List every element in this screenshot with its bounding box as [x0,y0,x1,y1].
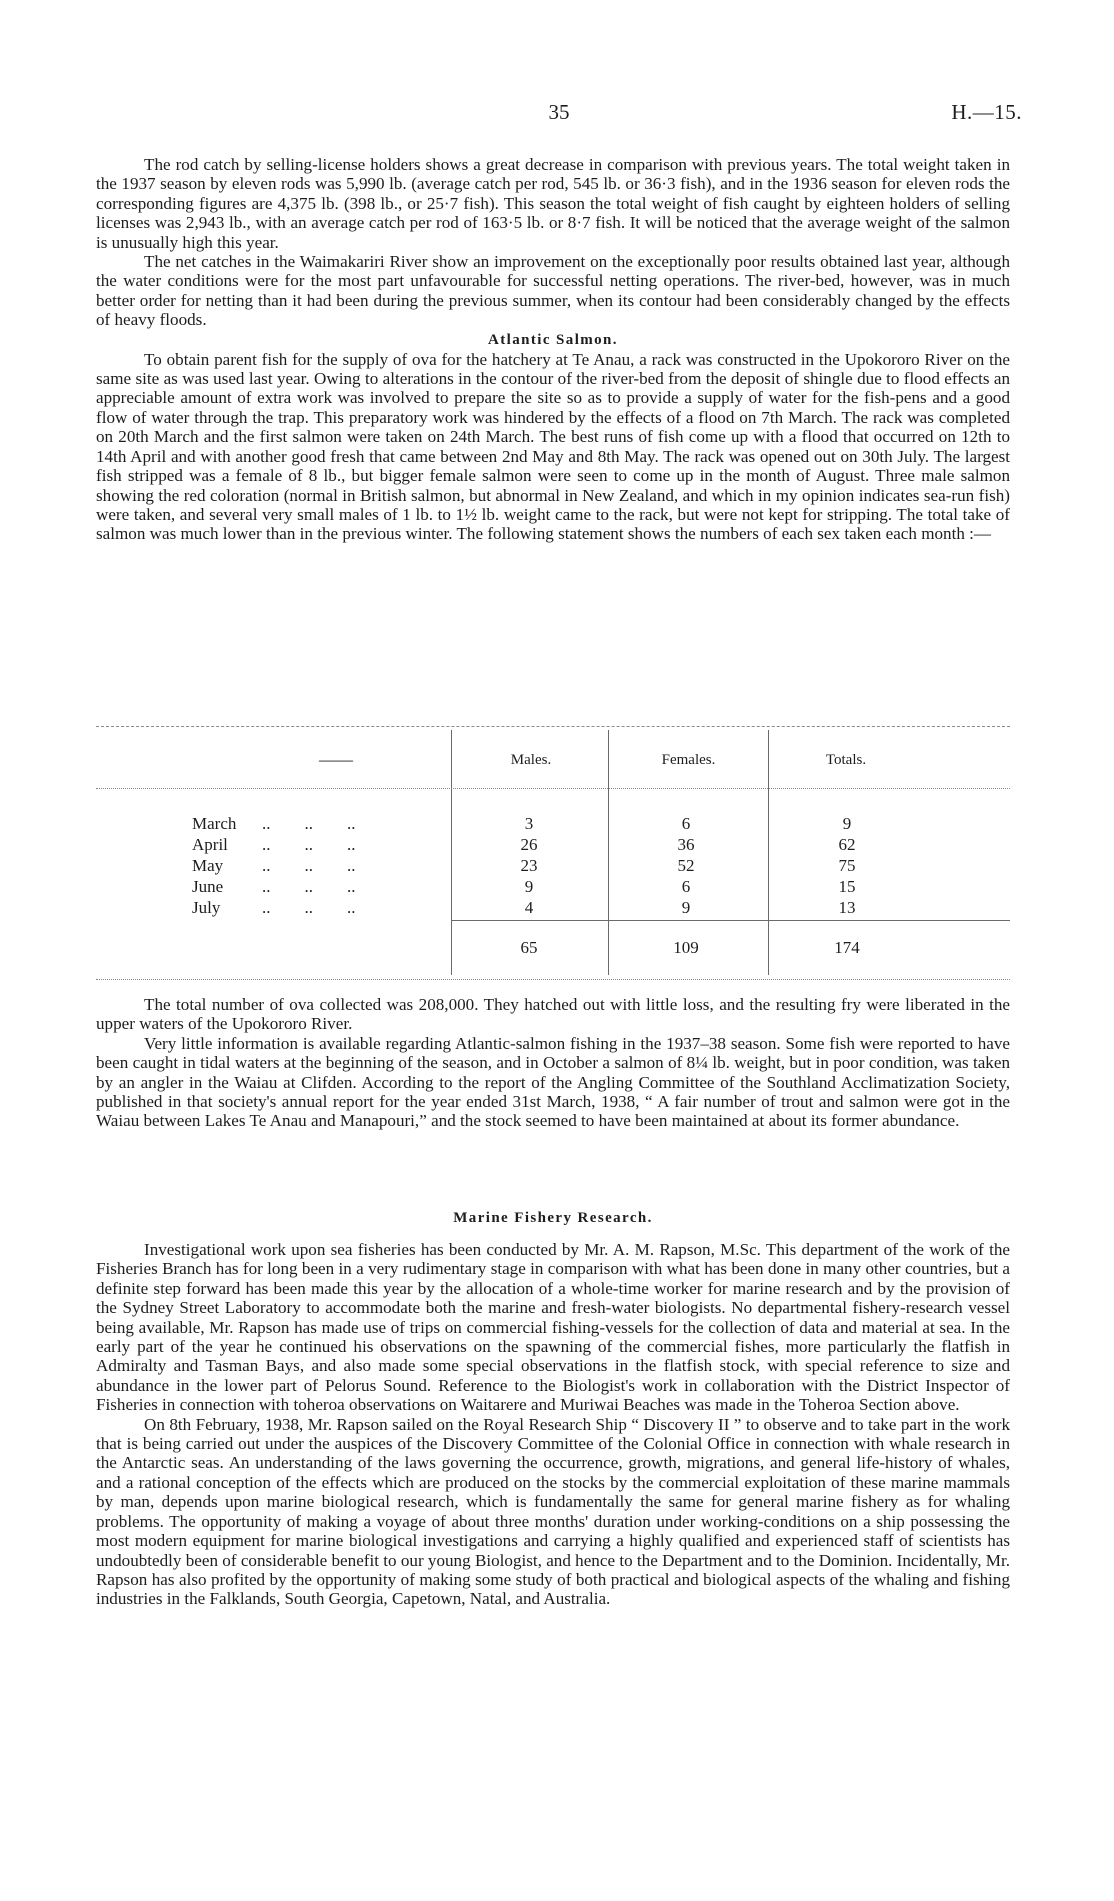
cell-males: 9 [524,877,534,896]
leader-dots: .. .. .. [262,835,356,854]
cell-totals: 75 [838,856,856,875]
cell-totals: 13 [838,898,856,917]
paragraph-discovery-voyage: On 8th February, 1938, Mr. Rapson sailed on the Royal Research Ship “ Discovery II ” to observe and to take part in the work that is being carried out under the auspices of the Discovery Committee of the Colonial Office in connection with whale research in the Antarctic seas. An understanding of the laws governing the occurrence, growth, migrations, and general life-history of whales, and a rational conception of the effects which are produced on the stocks by the commercial exploitation of these marine mammals by man, depends upon marine biological research, which is fundamentally the same for general marine fishery as for whaling problems. The opportunity of making a voyage of about three months' duration under working-conditions on a ship possessing the most modern equipment for marine biological investigations and carrying a highly qualified and experienced staff of scientists has undoubtedly been of considerable benefit to our young Biologist, and hence to the Department and to the Dominion. Incidentally, Mr. Rapson has also profited by the opportunity of making some study of both practical and biological aspects of the whaling and fishing industries in the Falklands, South Georgia, Capetown, Natal, and Australia. [96,1414,1010,1609]
paragraph-investigational-work: Investigational work upon sea fisheries has been conducted by Mr. A. M. Rapson, M.Sc. This department of the work of the Fisheries Branch has for long been in a very rudimentary stage in comparison with what has been done in many other countries, but a definite step forward has been made this year by the allocation of a whole-time worker for marine research and by the provision of the Sydney Street Laboratory to accommodate both the marine and fresh-water biologists. No departmental fishery-research vessel being available, Mr. Rapson has made use of trips on commercial fishing-vessels for the collection of data and material at sea. In the early part of the year he continued his observations on the spawning of the commercial fishes, more particularly the flatfish in Admiralty and Tasman Bays, and also made some special observations in the flatfish stock, with special reference to size and abundance in the lower part of Pelorus Sound. Reference to the Biologist's work in collaboration with the District Inspector of Fisheries in connection with toheroa observations on Waitarere and Muriwai Beaches was made in the Toheroa Section above. [96,1240,1010,1415]
heading-marine-fishery-research: Marine Fishery Research. [453,1210,653,1226]
totals-rule [451,920,1010,921]
total-males: 65 [520,938,538,957]
ova-section [96,995,1010,1131]
cell-females: 6 [681,814,691,833]
column-divider [608,730,609,975]
leader-dots: .. .. .. [262,856,356,875]
salmon-sex-table [96,726,1010,980]
cell-females: 9 [681,898,691,917]
column-divider [768,730,769,975]
page-number: 35 [548,100,570,124]
column-divider [451,730,452,975]
table-blank-header: —— [319,750,353,769]
row-month: July [192,898,221,917]
cell-males: 4 [524,898,534,917]
row-month: March [192,814,237,833]
cell-totals: 9 [842,814,852,833]
cell-females: 52 [677,856,695,875]
table-header-rule [96,788,1010,789]
cell-totals: 62 [838,835,856,854]
page-header [96,100,1022,130]
leader-dots: .. .. .. [262,898,356,917]
row-month: May [192,856,224,875]
column-header-females: Females. [661,752,716,768]
cell-females: 36 [677,835,695,854]
row-month: April [192,835,228,854]
total-totals: 174 [834,938,860,957]
paragraph-net-catches: The net catches in the Waimakariri River show an improvement on the exceptionally poor results obtained last year, although the water conditions were for the most part unfavourable for successful netting operations. The river-bed, however, was in much better order for netting than it had been during the previous summer, when its contour had been considerably changed by the effects of heavy floods. [96,252,1010,330]
paragraph-parent-fish: To obtain parent fish for the supply of ova for the hatchery at Te Anau, a rack was constructed in the Upokororo River on the same site as was used last year. Owing to alterations in the contour of the river-bed from the deposit of shingle due to flood effects an appreciable amount of extra work was involved to prepare the site so as to provide a supply of water for the fish-pens and a good flow of water through the trap. This preparatory work was hindered by the effects of a flood on 7th March. The rack was completed on 20th March and the first salmon were taken on 24th March. The best runs of fish come up with a flood that occurred on 12th to 14th April and with another good fresh that came between 2nd May and 8th May. The rack was opened out on 30th July. The largest fish stripped was a female of 8 lb., but bigger female salmon were seen to come up in the month of August. Three male salmon showing the red coloration (normal in British salmon, but abnormal in New Zealand, and which in my opinion indicates sea-run fish) were taken, and several very small males of 1 lb. to 1½ lb. weight came to the rack, but were not kept for stripping. The total take of salmon was much lower than in the previous winter. The following statement shows the numbers of each sex taken each month :— [96,349,1010,544]
paragraph-atlantic-fishing: Very little information is available regarding Atlantic-salmon fishing in the 1937–38 season. Some fish were reported to have been caught in tidal waters at the beginning of the season, and in October a salmon of 8¼ lb. weight, but in poor condition, was taken by an angler in the Waiau at Clifden. According to the report of the Angling Committee of the Southland Acclimatization Society, published in that society's annual report for the year ended 31st March, 1938, “ A fair number of trout and salmon were got in the Waiau between Lakes Te Anau and Manapouri,” and the stock seemed to have been maintained at about its former abundance. [96,1033,1010,1131]
cell-males: 23 [520,856,538,875]
table-bottom-rule [96,979,1010,980]
marine-research-section [96,1208,1010,1609]
column-header-totals: Totals. [825,752,867,768]
cell-totals: 15 [838,877,856,896]
heading-atlantic-salmon: Atlantic Salmon. [488,331,618,348]
cell-males: 26 [520,835,538,854]
leader-dots: .. .. .. [262,814,356,833]
intro-and-atlantic-section [96,155,1010,544]
column-header-males: Males. [510,752,552,768]
document-reference: H.—15. [951,100,1022,124]
total-females: 109 [673,938,699,957]
paragraph-ova-collected: The total number of ova collected was 208,000. They hatched out with little loss, and the resulting fry were liberated in the upper waters of the Upokororo River. [96,995,1010,1034]
table-top-rule [96,726,1010,727]
paragraph-rod-catch: The rod catch by selling-license holders shows a great decrease in comparison with previous years. The total weight taken in the 1937 season by eleven rods was 5,990 lb. (average catch per rod, 545 lb. or 36·3 fish), and in the 1936 season for eleven rods the corresponding figures are 4,375 lb. (398 lb., or 25·7 fish). This season the total weight of fish caught by eighteen holders of selling licenses was 2,943 lb., with an average catch per rod of 163·5 lb. or 8·7 fish. It will be noticed that the average weight of the salmon is unusually high this year. [96,155,1010,252]
cell-males: 3 [524,814,534,833]
cell-females: 6 [681,877,691,896]
leader-dots: .. .. .. [262,877,356,896]
row-month: June [192,877,224,896]
